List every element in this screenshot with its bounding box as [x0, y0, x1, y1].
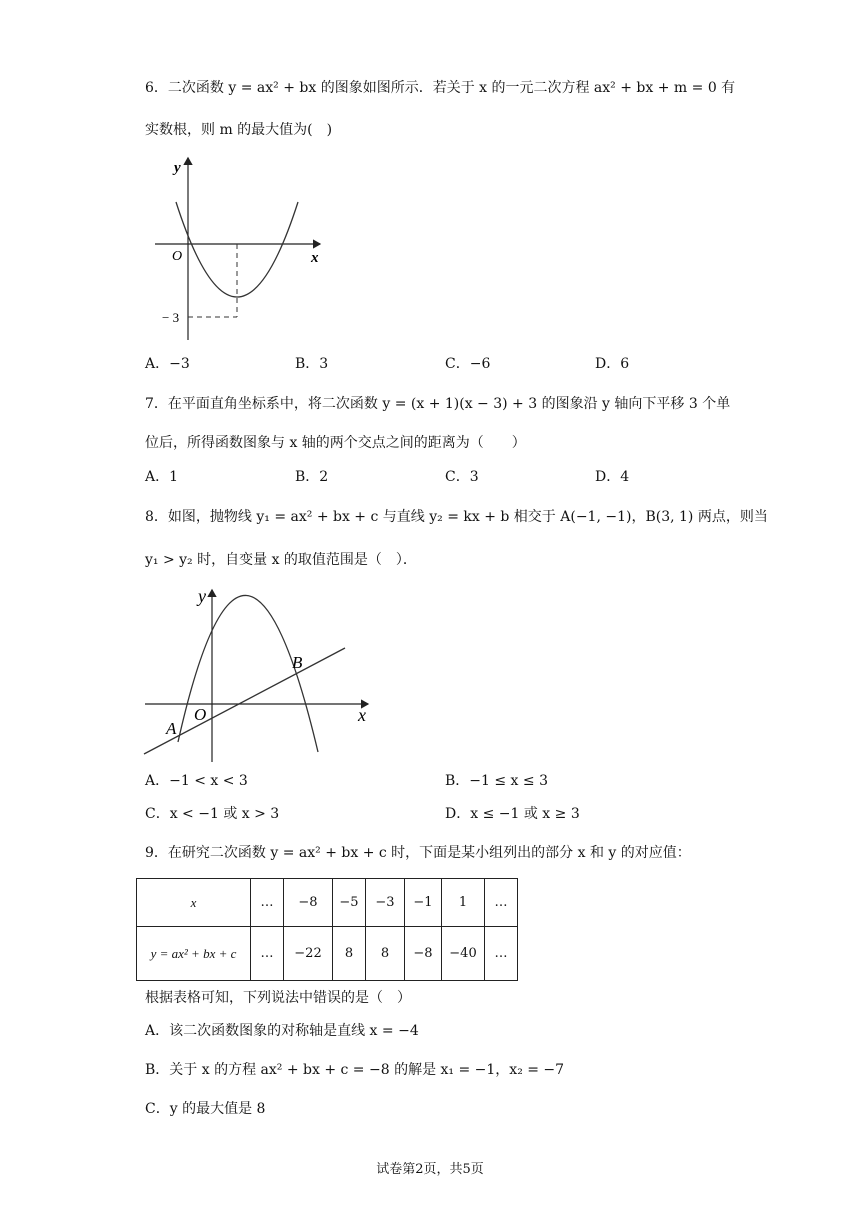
table-cell: …: [251, 927, 284, 981]
q7-option-d: D．4: [595, 469, 630, 485]
q8-x-label: x: [358, 705, 366, 725]
q6-parabola-graph: [150, 150, 340, 345]
q9-value-table: [136, 878, 518, 981]
table-cell: −8: [405, 927, 442, 981]
q8-parabola-line-graph: [140, 584, 380, 764]
q7-option-a: A．1: [145, 469, 179, 485]
table-header-x: x: [137, 879, 251, 927]
table-cell: …: [251, 879, 284, 927]
q8-origin-label: O: [194, 705, 207, 724]
table-cell: 1: [442, 879, 485, 927]
table-row: [137, 927, 518, 981]
table-header-y: y = ax² + bx + c: [137, 927, 251, 981]
q6-option-a: A．−3: [145, 356, 190, 372]
q8-option-d: D．x ≤ −1 或 x ≥ 3: [445, 806, 580, 822]
q9-option-b: B．关于 x 的方程 ax² + bx + c = −8 的解是 x₁ = −1，x₂ = −7: [145, 1062, 565, 1078]
table-row: [137, 879, 518, 927]
table-cell: −22: [284, 927, 333, 981]
q7-option-c: C．3: [445, 469, 479, 485]
q8-option-a: A．−1 < x < 3: [145, 773, 248, 789]
table-cell: −40: [442, 927, 485, 981]
q9-stem-line1: 9．在研究二次函数 y = ax² + bx + c 时，下面是某小组列出的部分 x 和 y 的对应值：: [145, 845, 691, 861]
table-cell: …: [485, 927, 518, 981]
q7-stem-line2: 位后，所得函数图象与 x 轴的两个交点之间的距离为（ ）: [145, 435, 526, 451]
q8-option-b: B．−1 ≤ x ≤ 3: [445, 773, 548, 789]
q6-stem-line1: 6．二次函数 y = ax² + bx 的图象如图所示．若关于 x 的一元二次方程 ax² + bx + m = 0 有: [145, 80, 736, 96]
table-cell: −8: [284, 879, 333, 927]
q7-option-b: B．2: [295, 469, 329, 485]
q6-option-d: D．6: [595, 356, 630, 372]
table-cell: −3: [366, 879, 405, 927]
q6-x-label: x: [311, 250, 319, 266]
q8-stem-line1: 8．如图，抛物线 y₁ = ax² + bx + c 与直线 y₂ = kx + b 相交于 A(−1, −1)，B(3, 1) 两点，则当: [145, 509, 768, 525]
q6-option-c: C．−6: [445, 356, 491, 372]
q8-point-a-label: A: [166, 719, 177, 738]
table-cell: −1: [405, 879, 442, 927]
q8-point-b-label: B: [292, 653, 303, 672]
q8-option-c: C．x < −1 或 x > 3: [145, 806, 280, 822]
q6-origin-label: O: [172, 249, 183, 264]
q8-stem-line2: y₁ > y₂ 时，自变量 x 的取值范围是（ ）．: [145, 552, 417, 568]
q9-stem-line2: 根据表格可知，下列说法中错误的是（ ）: [145, 990, 411, 1006]
table-cell: 8: [366, 927, 405, 981]
q6-option-b: B．3: [295, 356, 329, 372]
page-footer: 试卷第2页，共5页: [376, 1162, 484, 1177]
q8-y-label: y: [198, 586, 206, 606]
q9-option-a: A．该二次函数图象的对称轴是直线 x = −4: [145, 1023, 419, 1039]
q6-stem-line2: 实数根，则 m 的最大值为( ): [145, 122, 333, 138]
table-cell: −5: [333, 879, 366, 927]
table-cell: 8: [333, 927, 366, 981]
q6-min-label: − 3: [162, 310, 180, 325]
q7-stem-line1: 7．在平面直角坐标系中，将二次函数 y = (x + 1)(x − 3) + 3 的图象沿 y 轴向下平移 3 个单: [145, 396, 731, 412]
q9-option-c: C．y 的最大值是 8: [145, 1101, 266, 1117]
q6-y-label: y: [174, 160, 181, 176]
table-cell: …: [485, 879, 518, 927]
